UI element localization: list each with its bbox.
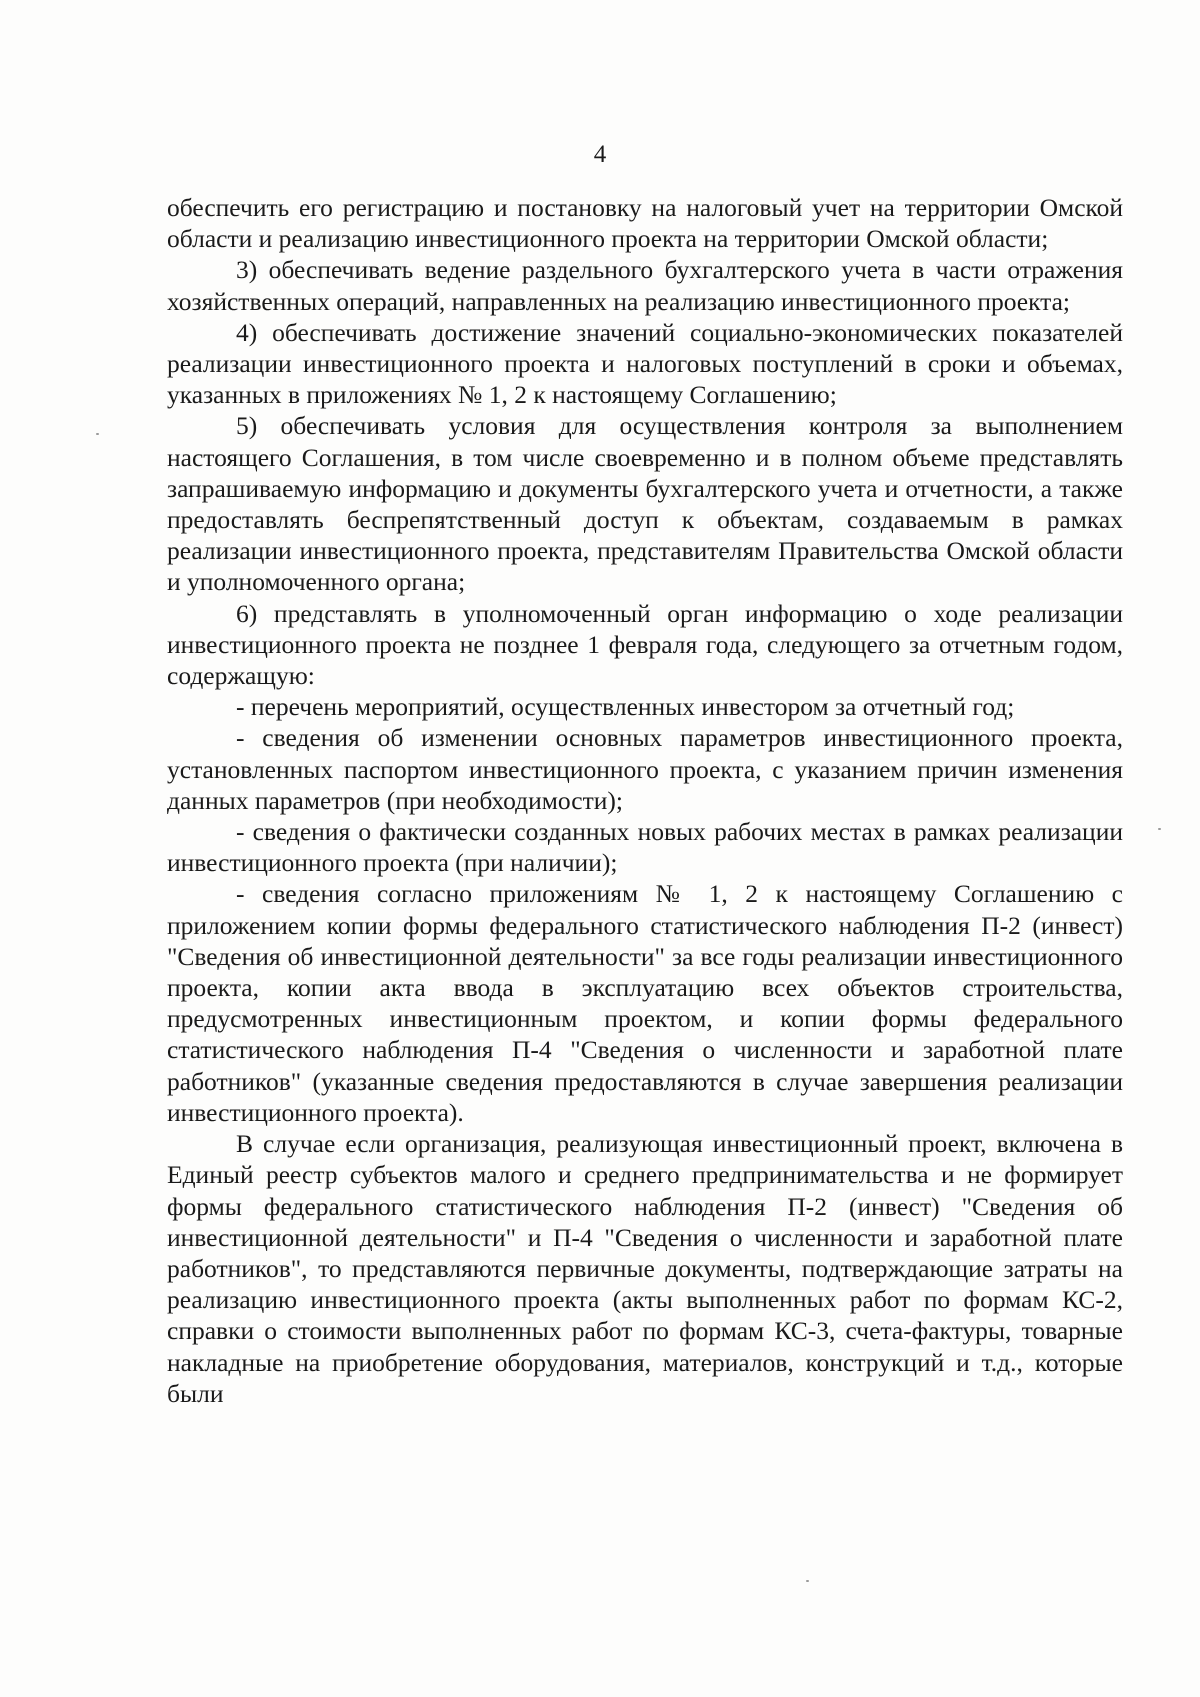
- list-item-new-jobs: - сведения о фактически созданных новых рабочих местах в рамках реализации инвестиционного проекта (при наличии);: [167, 817, 1123, 878]
- paragraph-small-business-case: В случае если организация, реализующая инвестиционный проект, включена в Единый реестр субъектов малого и среднего предпринимательства и не формирует формы федерального статистического наблюдения П-2 (инвест) "Сведения об инвестиционной деятельности" и П-4 "Сведения о численности и заработной плате работников", то представляются первичные документы, подтверждающие затраты на реализацию инвестиционного проекта (акты выполненных работ по формам КС-2, справки о стоимости выполненных работ по формам КС-3, счета-фактуры, товарные накладные на приобретение оборудования, материалов, конструкций и т.д., которые были: [167, 1129, 1123, 1408]
- paragraph-item-3: 3) обеспечивать ведение раздельного бухгалтерского учета в части отражения хозяйственных операций, направленных на реализацию инвестиционного проекта;: [167, 255, 1123, 316]
- paragraph-continuation: обеспечить его регистрацию и постановку на налоговый учет на территории Омской области и реализацию инвестиционного проекта на территории Омской области;: [167, 193, 1123, 254]
- document-body: [167, 192, 1123, 1409]
- scan-speck: [806, 1580, 809, 1582]
- paragraph-item-6: 6) представлять в уполномоченный орган информацию о ходе реализации инвестиционного проекта не позднее 1 февраля года, следующего за отчетным годом, содержащую:: [167, 598, 1123, 691]
- list-item-parameter-changes: - сведения об изменении основных параметров инвестиционного проекта, установленных паспортом инвестиционного проекта, с указанием причин изменения данных параметров (при необходимости);: [167, 723, 1123, 815]
- scan-speck: [1158, 828, 1161, 830]
- list-item-appendix-data: - сведения согласно приложениям № 1, 2 к настоящему Соглашению с приложением копии формы федерального статистического наблюдения П-2 (инвест) "Сведения об инвестиционной деятельности" за все годы реализации инвестиционного проекта, копии акта ввода в эксплуатацию всех объектов строительства, предусмотренных инвестиционным проектом, и копии формы федерального статистического наблюдения П-4 "Сведения о численности и заработной плате работников" (указанные сведения предоставляются в случае завершения реализации инвестиционного проекта).: [167, 879, 1123, 1127]
- list-item-measures: - перечень мероприятий, осуществленных инвестором за отчетный год;: [236, 692, 1015, 722]
- scan-speck: [96, 433, 99, 435]
- page-number: 4: [593, 141, 607, 168]
- paragraph-item-5: 5) обеспечивать условия для осуществления контроля за выполнением настоящего Соглашения, в том числе своевременно и в полном объеме представлять запрашиваемую информацию и документы бухгалтерского учета и отчетности, а также предоставлять беспрепятственный доступ к объектам, создаваемым в рамках реализации инвестиционного проекта, представителям Правительства Омской области и уполномоченного органа;: [167, 411, 1123, 597]
- paragraph-item-4: 4) обеспечивать достижение значений социально-экономических показателей реализации инвестиционного проекта и налоговых поступлений в сроки и объемах, указанных в приложениях № 1, 2 к настоящему Соглашению;: [167, 317, 1123, 410]
